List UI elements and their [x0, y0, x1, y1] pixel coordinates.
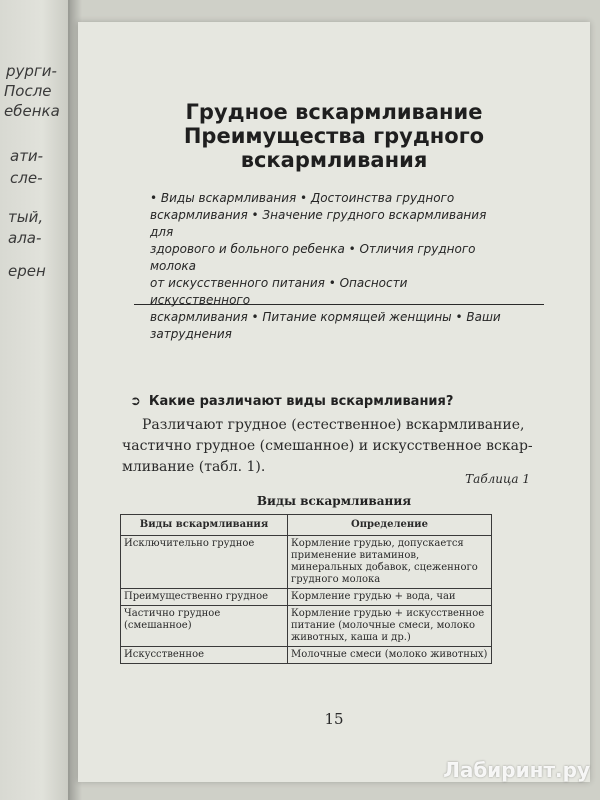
left-page-line: сле-	[10, 169, 43, 187]
chapter-keywords	[150, 190, 510, 343]
left-page-line: После	[4, 82, 52, 100]
title-line: вскармливания	[240, 148, 428, 172]
question-heading	[130, 394, 453, 409]
keywords-line: вскармливания • Значение грудного вскармливания для	[150, 208, 487, 239]
left-page-line: рурги-	[6, 62, 57, 80]
paragraph-line: мливание (табл. 1).	[122, 459, 266, 475]
arrow-icon: ➲	[130, 394, 141, 409]
page-number: 15	[324, 710, 344, 728]
feeding-type-cell: Искусственное	[121, 647, 288, 664]
keywords-line: вскармливания • Питание кормящей женщины • Ваши	[150, 310, 501, 324]
page-title	[78, 100, 590, 172]
feeding-types-table	[120, 514, 492, 664]
keywords-line: от искусственного питания • Опасности искусственного	[150, 276, 408, 307]
watermark-text: Лабиринт.ру	[443, 758, 590, 782]
definition-cell: Кормление грудью + искусственное питание (молочные смеси, молоко животных, каша и др.)	[288, 606, 492, 647]
table-row	[121, 536, 492, 589]
table-row	[121, 606, 492, 647]
table-number: Таблица 1	[465, 472, 530, 486]
paragraph-line: Различают грудное (естественное) вскармливание,	[142, 417, 525, 433]
definition-cell: Молочные смеси (молоко животных)	[288, 647, 492, 664]
table-row	[121, 647, 492, 664]
book-page	[78, 22, 590, 782]
keywords-line: здорового и больного ребенка • Отличия грудного молока	[150, 242, 476, 273]
title-line: Грудное вскармливание	[185, 100, 483, 124]
table-title: Виды вскармливания	[256, 494, 412, 508]
keywords-line: • Виды вскармливания • Достоинства грудного	[150, 191, 455, 205]
watermark-logo	[443, 758, 590, 782]
answer-paragraph	[122, 415, 533, 478]
left-page-line: ерен	[8, 262, 46, 280]
feeding-type-cell: Частично грудное (смешанное)	[121, 606, 288, 647]
definition-cell: Кормление грудью + вода, чаи	[288, 589, 492, 606]
feeding-type-cell: Преимущественно грудное	[121, 589, 288, 606]
left-page	[0, 0, 70, 800]
left-page-line: ала-	[8, 229, 42, 247]
left-page-line: тый,	[8, 208, 44, 226]
paragraph-line: частично грудное (смешанное) и искусственное вскар-	[122, 438, 533, 454]
keywords-line: затруднения	[150, 327, 232, 341]
table-header-row	[121, 515, 492, 536]
column-header: Виды вскармливания	[121, 515, 288, 536]
question-text: Какие различают виды вскармливания?	[148, 394, 454, 409]
left-page-line: ати-	[10, 147, 44, 165]
horizontal-rule	[134, 304, 544, 305]
feeding-type-cell: Исключительно грудное	[121, 536, 288, 589]
title-line: Преимущества грудного	[183, 124, 485, 148]
column-header: Определение	[288, 515, 492, 536]
definition-cell: Кормление грудью, допускается применение витаминов, минеральных добавок, сцеженного грудного молока	[288, 536, 492, 589]
left-page-line: ебенка	[4, 102, 60, 120]
table-row	[121, 589, 492, 606]
